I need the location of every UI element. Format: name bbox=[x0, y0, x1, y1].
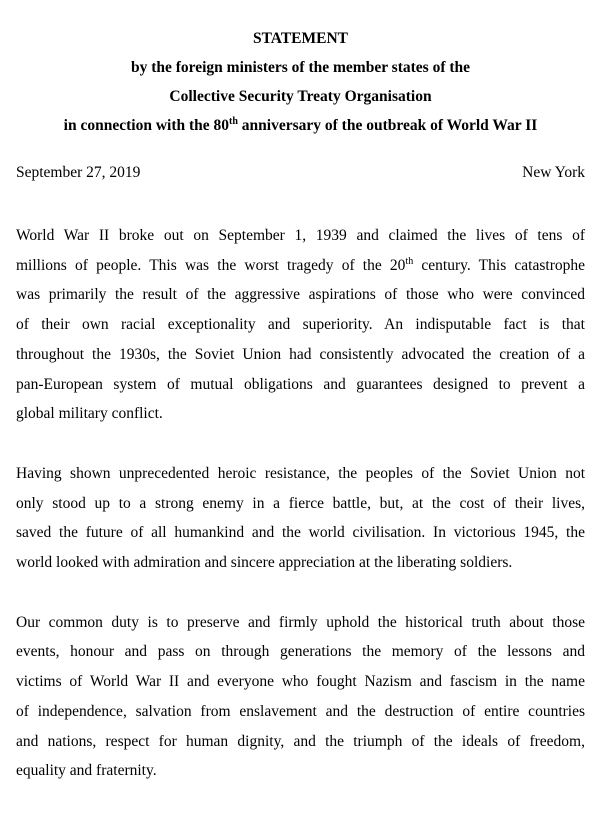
header-line-organisation: Collective Security Treaty Organisation bbox=[169, 88, 432, 105]
header-anniversary-sup: th bbox=[229, 115, 238, 127]
p3-line-3: victims of World War II and everyone who fought Nazism and fascism in the name bbox=[16, 673, 585, 691]
statement-title: STATEMENT bbox=[252, 30, 349, 47]
p3-line-2: events, honour and pass on through generations the memory of the lessons and bbox=[16, 643, 585, 661]
date-place-row bbox=[16, 163, 585, 183]
p1-line-2-post: century. This catastrophe bbox=[413, 256, 585, 274]
header-line-ministers: by the foreign ministers of the member states of the bbox=[130, 59, 471, 76]
statement-date: September 27, 2019 bbox=[16, 164, 141, 181]
header-line-anniversary bbox=[16, 111, 585, 140]
p2-line-1: Having shown unprecedented heroic resistance, the peoples of the Soviet Union not bbox=[16, 464, 585, 482]
p3-line-6: equality and fraternity. bbox=[16, 762, 157, 780]
paragraph-2 bbox=[16, 459, 585, 578]
p2-line-4: world looked with admiration and sincere appreciation at the liberating soldiers. bbox=[16, 554, 513, 572]
document-page bbox=[16, 24, 585, 816]
statement-place: New York bbox=[522, 164, 585, 181]
p1-line-2-pre: millions of people. This was the worst tragedy of the 20 bbox=[16, 256, 406, 274]
p3-line-4: of independence, salvation from enslavement and the destruction of entire countries bbox=[16, 702, 585, 720]
header-anniversary-post: anniversary of the outbreak of World War II bbox=[237, 117, 538, 134]
p1-line-4: of their own racial exceptionality and superiority. An indisputable fact is that bbox=[16, 316, 585, 334]
p1-line-1: World War II broke out on September 1, 1939 and claimed the lives of tens of bbox=[16, 227, 585, 244]
statement-body bbox=[16, 221, 585, 786]
p2-line-3: saved the future of all humankind and the world civilisation. In victorious 1945, the bbox=[16, 524, 585, 542]
p1-line-5: throughout the 1930s, the Soviet Union had consistently advocated the creation of a bbox=[16, 345, 585, 363]
p1-line-6: pan-European system of mutual obligations and guarantees designed to prevent a bbox=[16, 375, 585, 393]
p2-line-2: only stood up to a strong enemy in a fierce battle, but, at the cost of their lives, bbox=[16, 494, 585, 512]
paragraph-3 bbox=[16, 608, 585, 786]
paragraph-1 bbox=[16, 221, 585, 429]
p1-line-2-sup: th bbox=[405, 255, 414, 267]
p1-line-7: global military conflict. bbox=[16, 405, 163, 423]
p1-line-3: was primarily the result of the aggressive aspirations of those who were convinced bbox=[16, 286, 585, 304]
statement-header bbox=[16, 24, 585, 140]
header-anniversary-pre: in connection with the 80 bbox=[63, 117, 230, 134]
p3-line-1: Our common duty is to preserve and firmly uphold the historical truth about those bbox=[16, 613, 585, 631]
p3-line-5: and nations, respect for human dignity, and the triumph of the ideals of freedom, bbox=[16, 732, 585, 750]
p1-line-2 bbox=[16, 251, 585, 281]
